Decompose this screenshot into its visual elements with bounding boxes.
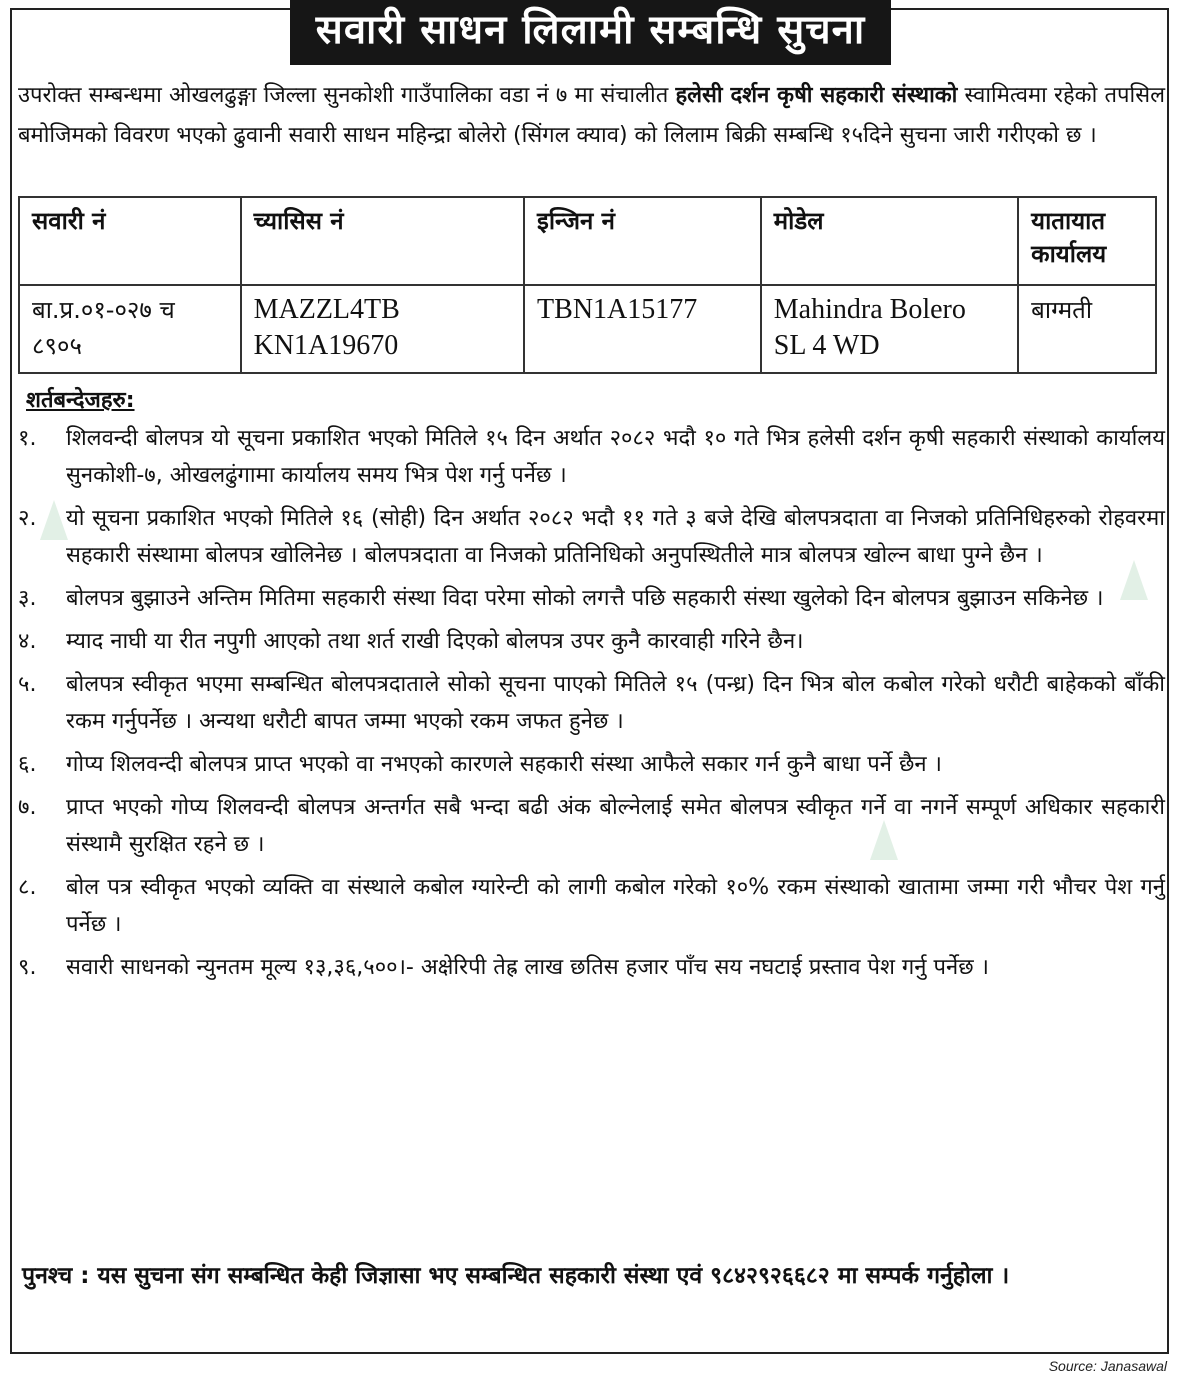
term-text: बोलपत्र स्वीकृत भएमा सम्बन्धित बोलपत्रदाताले सोको सूचना पाएको मितिले १५ (पन्ध्र) दिन भित्र बोल कबोल गरेको धरौटी बाहेकको बाँकी रकम गर्नुपर्नेछ । अन्यथा धरौटी बापत जम्मा भएको रकम जफत हुनेछ । [66, 672, 1165, 734]
list-item [18, 949, 1165, 986]
table-header-row [19, 197, 1156, 285]
postscript: पुनश्च : यस सुचना संग सम्बन्धित केही जिज्ञासा भए सम्बन्धित सहकारी संस्था एवं ९८४२९२६६८२ मा सम्पर्क गर्नुहोला । [22, 1263, 1010, 1289]
cell-vehicle-no: बा.प्र.०१-०२७ च ८९०५ [19, 285, 241, 373]
term-text: बोल पत्र स्वीकृत भएको व्यक्ति वा संस्थाले कबोल ग्यारेन्टी को लागी कबोल गरेको १०% रकम संस्थाको खातामा जम्मा गरी भौचर पेश गर्नु पर्नेछ । [66, 875, 1165, 937]
list-item [18, 580, 1165, 617]
term-number: ५. [18, 672, 37, 697]
term-text: बोलपत्र बुझाउने अन्तिम मितिमा सहकारी संस्था विदा परेमा सोको लगत्तै पछि सहकारी संस्था खुलेको दिन बोलपत्र बुझाउन सकिनेछ । [66, 586, 1104, 611]
term-number: २. [18, 506, 37, 531]
term-number: ६. [18, 752, 37, 777]
vehicle-table [18, 196, 1157, 374]
notice-title: सवारी साधन लिलामी सम्बन्धि सुचना [290, 0, 891, 65]
list-item [18, 746, 1165, 783]
term-number: ३. [18, 586, 37, 611]
intro-org-name: हलेसी दर्शन कृषी सहकारी संस्थाको [675, 83, 958, 108]
source-credit: Source: Janasawal [1048, 1358, 1167, 1374]
cell-transport-office: बाग्मती [1018, 285, 1156, 373]
term-number: ४. [18, 629, 37, 654]
term-number: १. [18, 426, 37, 451]
term-number: ८. [18, 875, 37, 900]
term-text: यो सूचना प्रकाशित भएको मितिले १६ (सोही) दिन अर्थात २०८२ भदौ ११ गते ३ बजे देखि बोलपत्रदाता वा निजको प्रतिनिधिहरुको रोहवरमा सहकारी संस्थामा बोलपत्र खोलिनेछ । बोलपत्रदाता वा निजको प्रतिनिधिको अनुपस्थितीले मात्र बोलपत्र खोल्न बाधा पुग्ने छैन । [66, 506, 1165, 568]
term-number: ९. [18, 955, 37, 980]
title-bar [0, 0, 1181, 65]
header-transport-office: यातायात कार्यालय [1018, 197, 1156, 285]
header-vehicle-no: सवारी नं [19, 197, 241, 285]
cell-engine-no: TBN1A15177 [524, 285, 761, 373]
cell-chassis-no: MAZZL4TB KN1A19670 [241, 285, 524, 373]
list-item [18, 789, 1165, 863]
table-row [19, 285, 1156, 373]
term-text: शिलवन्दी बोलपत्र यो सूचना प्रकाशित भएको मितिले १५ दिन अर्थात २०८२ भदौ १० गते भित्र हलेसी दर्शन कृषी सहकारी संस्थाको कार्यालय सुनकोशी-७, ओखलढुंगामा कार्यालय समय भित्र पेश गर्नु पर्नेछ । [66, 426, 1165, 488]
list-item [18, 869, 1165, 943]
term-text: म्याद नाघी या रीत नपुगी आएको तथा शर्त राखी दिएको बोलपत्र उपर कुनै कारवाही गरिने छैन। [66, 629, 804, 654]
term-text: सवारी साधनको न्युनतम मूल्य १३,३६,५००।- अक्षेरिपी तेह्र लाख छतिस हजार पाँच सय नघटाई प्रस्ताव पेश गर्नु पर्नेछ । [66, 955, 989, 980]
intro-part1: उपरोक्त सम्बन्धमा ओखलढुङ्गा जिल्ला सुनकोशी गाउँपालिका वडा नं ७ मा संचालीत [18, 83, 676, 108]
header-chassis-no: च्यासिस नं [241, 197, 524, 285]
intro-paragraph [18, 76, 1165, 156]
list-item [18, 666, 1165, 740]
term-number: ७. [18, 795, 37, 820]
header-model: मोडेल [761, 197, 1018, 285]
term-text: गोप्य शिलवन्दी बोलपत्र प्राप्त भएको वा नभएको कारणले सहकारी संस्था आफैले सकार गर्न कुनै बाधा पर्ने छैन । [66, 752, 942, 777]
terms-list [18, 420, 1165, 992]
term-text: प्राप्त भएको गोप्य शिलवन्दी बोलपत्र अन्तर्गत सबै भन्दा बढी अंक बोल्नेलाई समेत बोलपत्र स्वीकृत गर्ने वा नगर्ने सम्पूर्ण अधिकार सहकारी संस्थामै सुरक्षित रहने छ । [66, 795, 1165, 857]
list-item [18, 623, 1165, 660]
intro-part2: स्वामित्वमा रहेको तपसिल बमोजिमको विवरण भएको ढुवानी सवारी साधन महिन्द्रा बोलेरो (सिंगल क्याव) को लिलाम बिक्री सम्बन्धि १५दिने सुचना जारी गरीएको छ । [18, 83, 1165, 148]
list-item [18, 500, 1165, 574]
cell-model: Mahindra Bolero SL 4 WD [761, 285, 1018, 373]
terms-heading: शर्तबन्देजहरु: [26, 388, 135, 413]
list-item [18, 420, 1165, 494]
header-engine-no: इन्जिन नं [524, 197, 761, 285]
